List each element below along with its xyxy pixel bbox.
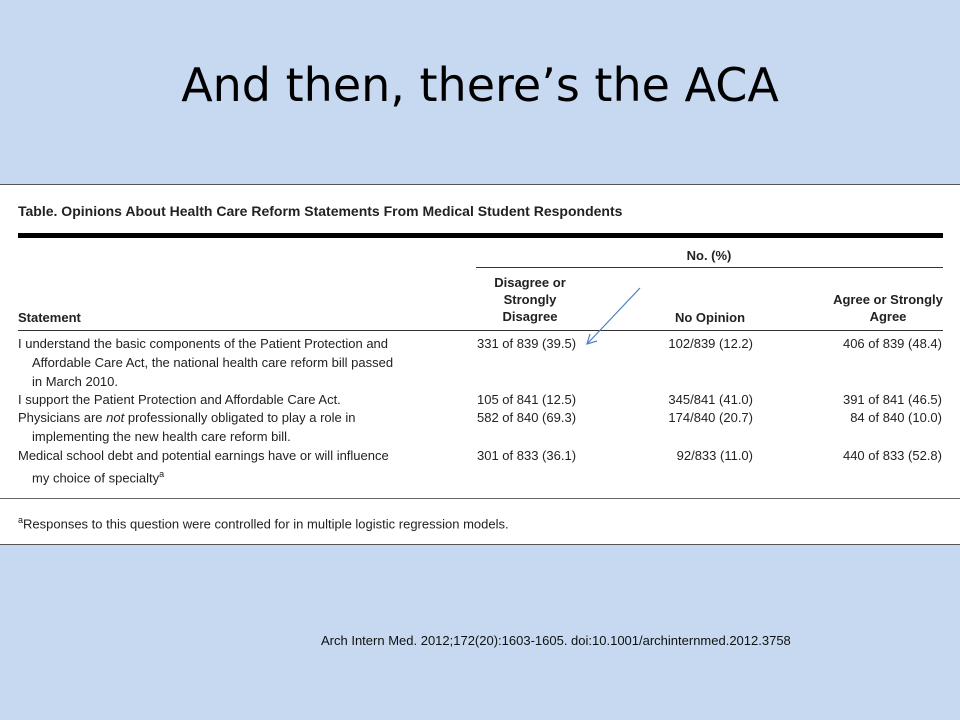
group-header: No. (%) — [686, 248, 732, 263]
header-disagree: Disagree or Strongly Disagree — [494, 275, 566, 324]
slide-title: And then, there’s the ACA — [181, 58, 779, 112]
table-row-4-no-opinion: 92/833 (11.0) — [676, 448, 753, 463]
header-no-opinion: No Opinion — [674, 310, 746, 325]
table-row-3-statement: Physicians are not professionally obligated to play a role in implementing the new health care reform bill. — [18, 410, 356, 444]
table-row-1-agree: 406 of 839 (48.4) — [842, 336, 942, 351]
table-row-2-statement: I support the Patient Protection and Affordable Care Act. — [18, 392, 341, 407]
table-footnote: $^a$Responses to this question were controlled for in multiple logistic regression models. — [18, 515, 509, 532]
table-row-4-statement: Medical school debt and potential earnings have or will influence my choice of specialty$^a$ — [18, 448, 389, 486]
citation: Arch Intern Med. 2012;172(20):1603-1605. doi:10.1001/archinternmed.2012.3758 — [321, 633, 791, 648]
table-row-1-no-opinion: 102/839 (12.2) — [668, 336, 753, 351]
table-row-1-statement: I understand the basic components of the Patient Protection and Affordable Care Act, the national health care reform bill passed in March 2010. — [18, 336, 394, 389]
table-caption: Table. Opinions About Health Care Reform Statements From Medical Student Respondents — [18, 203, 623, 219]
table-row-3-no-opinion: 174/840 (20.7) — [668, 410, 753, 425]
header-agree: Agree or Strongly Agree — [833, 292, 943, 324]
table-row-2-no-opinion: 345/841 (41.0) — [668, 392, 753, 407]
table-row-1-disagree: 331 of 839 (39.5) — [477, 336, 577, 351]
table-row-3-disagree: 582 of 840 (69.3) — [477, 410, 577, 425]
table-row-4-disagree: 301 of 833 (36.1) — [477, 448, 577, 463]
table-row-2-agree: 391 of 841 (46.5) — [842, 392, 942, 407]
table-row-2-disagree: 105 of 841 (12.5) — [477, 392, 577, 407]
table-row-3-agree: 84 of 840 (10.0) — [850, 410, 942, 425]
table-row-4-agree: 440 of 833 (52.8) — [842, 448, 942, 463]
header-statement: Statement — [18, 310, 81, 325]
